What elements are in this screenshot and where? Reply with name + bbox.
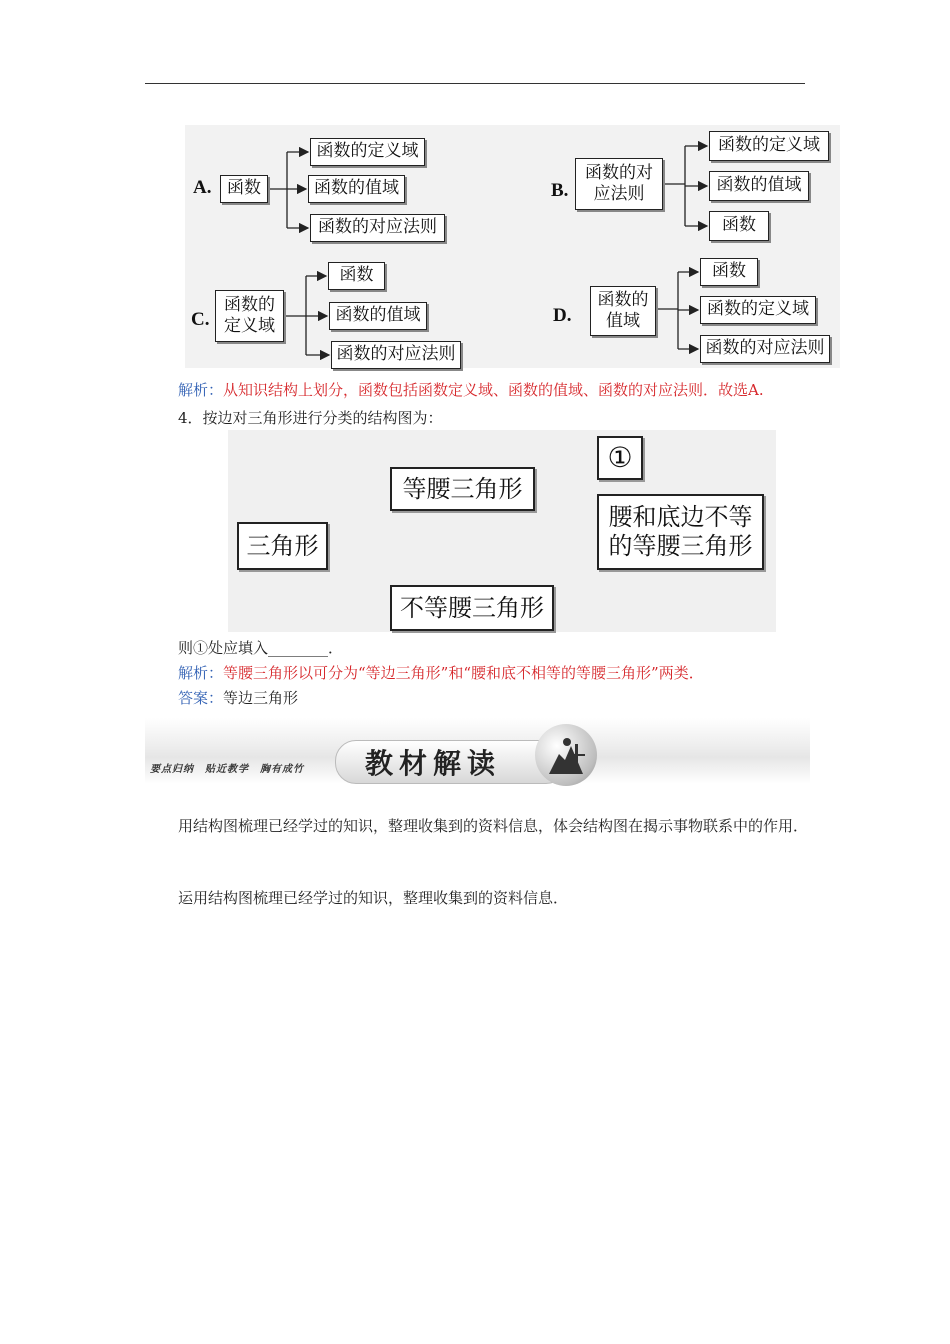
option-a-child-3: 函数的对应法则 [310,214,445,242]
option-a-child-1: 函数的定义域 [310,138,425,166]
question-4-answer [178,687,298,709]
analysis-text: 从知识结构上划分，函数包括函数定义域、函数的值域、函数的对应法则．故选A. [223,381,764,399]
tree-blank-1: ① [597,436,643,480]
q4-answer-label: 答案： [178,689,224,707]
banner-title: 教材解读 [365,747,502,780]
option-b-child-1: 函数的定义域 [709,131,829,161]
option-d-letter: D. [553,305,572,326]
option-c-child-1: 函数 [328,262,385,290]
q4-analysis-text: 等腰三角形以可分为“等边三角形”和“腰和底不相等的等腰三角形”两类． [223,664,704,682]
option-b-child-2: 函数的值域 [709,171,809,201]
q4-answer-text: 等边三角形 [223,689,299,707]
tree-scalene: 不等腰三角形 [390,585,554,631]
option-a-root-box: 函数 [220,175,268,203]
paragraph-1: 用结构图梳理已经学过的知识，整理收集到的资料信息，体会结构图在揭示事物联系中的作用． [178,817,809,835]
option-b-child-3: 函数 [709,211,769,241]
tree-not-equal-base: 腰和底边不等的等腰三角形 [597,494,764,570]
option-d-root-box: 函数的值域 [590,286,656,336]
tree-root-triangle: 三角形 [237,522,328,570]
option-d-child-1: 函数 [700,258,758,286]
question-4-fill: 则①处应填入________． [178,639,344,657]
tree-isosceles: 等腰三角形 [390,467,535,511]
option-c-letter: C. [191,309,210,330]
question-4-stem: 4．按边对三角形进行分类的结构图为： [178,409,443,427]
option-d-child-3: 函数的对应法则 [700,335,830,363]
banner-emblem-icon [535,724,597,786]
option-b-letter: B. [551,180,569,201]
option-d-child-2: 函数的定义域 [700,296,816,324]
paragraph-2: 运用结构图梳理已经学过的知识，整理收集到的资料信息． [178,889,569,907]
option-c-child-3: 函数的对应法则 [331,341,461,369]
option-a-child-2: 函数的值域 [308,175,405,203]
option-b-root-box: 函数的对应法则 [575,158,663,210]
question-4-analysis [178,662,704,684]
analysis-label: 解析： [178,381,224,399]
analysis-3 [178,379,764,401]
banner-slogan: 要点归纳 贴近教学 胸有成竹 [150,764,304,775]
option-c-child-2: 函数的值域 [329,302,427,330]
option-a-letter: A. [193,177,212,198]
q4-analysis-label: 解析： [178,664,224,682]
option-c-root-box: 函数的定义域 [215,290,284,342]
